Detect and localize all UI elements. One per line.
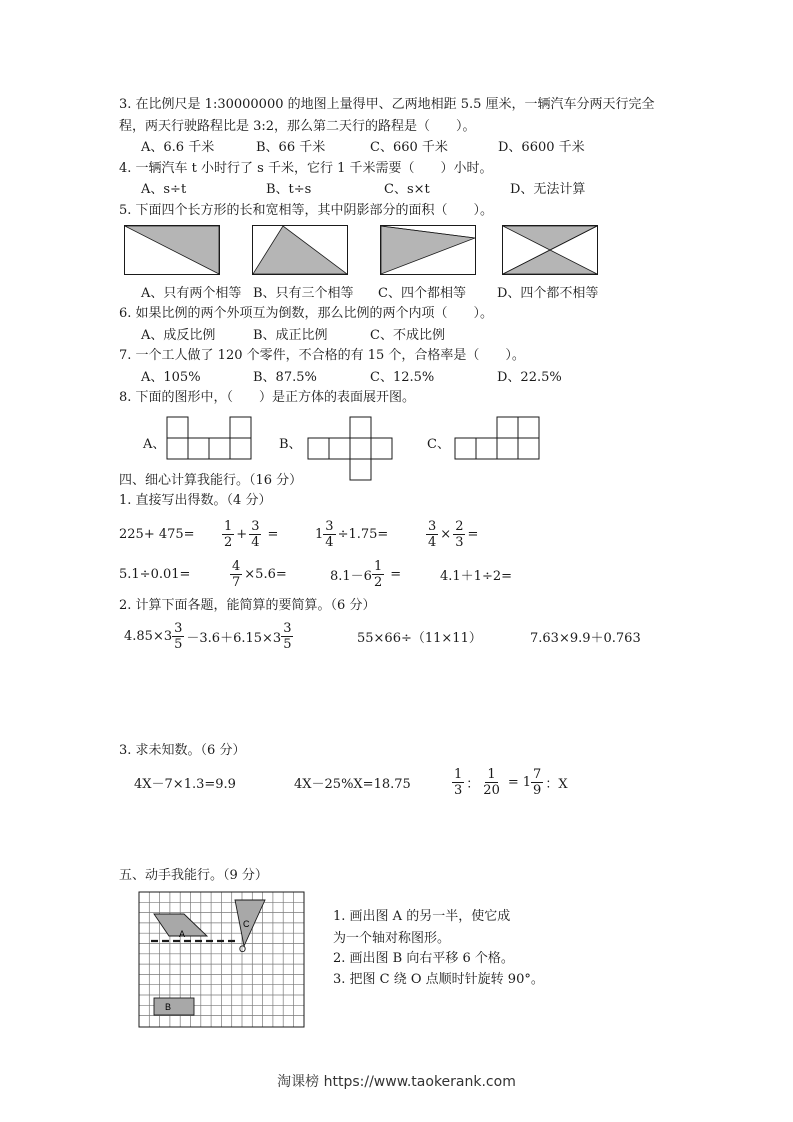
calc-3-c: 7.63×9.9＋0.763 [530,630,641,646]
q5-rectangle-3 [380,225,476,275]
q6-option-a: A、成反比例 [141,328,216,343]
calc-2-c: 8.1－6 $\frac{1}{2}$ = [330,558,402,590]
footer-watermark: 淘课榜 https://www.taokerank.com [277,1074,516,1090]
cube-net-b [306,415,416,481]
calc-1-c: 1 $\frac{3}{4}$ ÷1.75= [315,518,389,550]
shape-a-label: A [179,929,186,939]
q4-option-a: A、s÷t [141,182,187,197]
instruction-3: 3. 把图 C 绕 O 点顺时针旋转 90°。 [333,972,544,987]
q4-option-d: D、无法计算 [510,182,586,197]
instruction-2: 2. 画出图 B 向右平移 6 个格。 [333,951,514,966]
q7-option-d: D、22.5% [497,370,562,385]
q5-rectangle-4 [502,225,598,275]
q4-option-b: B、t÷s [266,182,312,197]
q3-option-c: C、660 千米 [370,140,448,155]
q6-option-c: C、不成比例 [370,328,445,343]
section5-title: 五、动手我能行。（9 分） [119,868,268,883]
q5-option-a: A、只有两个相等 [141,286,242,301]
section4-title: 四、细心计算我能行。（16 分） [119,473,303,488]
q5-option-c: C、四个都相等 [378,286,466,301]
q8-label-b: B、 [279,437,302,452]
calc-3-b: 55×66÷（11×11） [357,630,482,646]
q3-line1: 3. 在比例尺是 1:30000000 的地图上量得甲、乙两地相距 5.5 厘米，一辆汽车分两天行完全 [119,97,655,112]
calc-2-d: 4.1＋1÷2= [440,568,513,584]
section4-part2-title: 2. 计算下面各题，能简算的要简算。（6 分） [119,598,376,613]
q5-option-b: B、只有三个相等 [253,286,354,301]
q8-label-a: A、 [143,437,166,452]
calc-1-a: 225+ 475= [119,526,195,542]
shape-b [154,998,194,1015]
q5-option-d: D、四个都不相等 [497,286,599,301]
q7-option-c: C、12.5% [370,370,435,385]
q3-line2: 程，两天行驶路程比是 3:2，那么第二天行的路程是（ ）。 [119,119,476,134]
q7-stem: 7. 一个工人做了 120 个零件，不合格的有 15 个，合格率是（ ）。 [119,348,525,363]
calc-3-a: 4.85×3 $\frac{3}{5}$ －3.6＋6.15×3 $\frac{3}{5}$ [124,620,292,652]
q8-stem: 8. 下面的图形中，（ ）是正方体的表面展开图。 [119,390,416,405]
instruction-1a: 1. 画出图 A 的另一半，使它成 [333,909,511,924]
q8-label-c: C、 [427,437,450,452]
equation-a: 4X－7×1.3=9.9 [134,776,236,792]
shape-b-label: B [165,1002,172,1012]
q6-option-b: B、成正比例 [253,328,328,343]
q5-rectangle-2 [252,225,348,275]
q4-option-c: C、s×t [384,182,430,197]
q6-stem: 6. 如果比例的两个外项互为倒数，那么比例的两个内项（ ）。 [119,306,494,321]
calc-1-b: $\frac{1}{2}$ + $\frac{3}{4}$ = [224,518,279,550]
equation-b: 4X－25%X=18.75 [294,776,411,792]
section5-grid-figure [137,890,307,1030]
q7-option-b: B、87.5% [253,370,317,385]
section4-part1-title: 1. 直接写出得数。（4 分） [119,493,272,508]
q3-option-d: D、6600 千米 [498,140,585,155]
q5-stem: 5. 下面四个长方形的长和宽相等，其中阴影部分的面积（ ）。 [119,203,494,218]
equation-c: $\frac{1}{3}$ ： $\frac{1}{20}$ = 1 $\frac{7}{9}$ ：X [454,766,568,798]
calc-2-b: $\frac{4}{7}$ ×5.6= [232,558,287,590]
q7-option-a: A、105% [141,370,201,385]
q4-stem: 4. 一辆汽车 t 小时行了 s 千米，它行 1 千米需要（ ）小时。 [119,161,493,176]
calc-2-a: 5.1÷0.01= [119,566,191,582]
calc-1-d: $\frac{3}{4}$ × $\frac{2}{3}$ = [428,518,479,550]
cube-net-a [165,415,255,461]
instruction-1b: 为一个轴对称图形。 [333,931,451,946]
q3-option-b: B、66 千米 [256,140,326,155]
q5-rectangle-1 [124,225,220,275]
cube-net-c [453,415,545,461]
section4-part3-title: 3. 求未知数。（6 分） [119,743,246,758]
point-o-label: O [239,944,247,954]
q3-option-a: A、6.6 千米 [141,140,215,155]
shape-c-label: C [243,919,250,929]
